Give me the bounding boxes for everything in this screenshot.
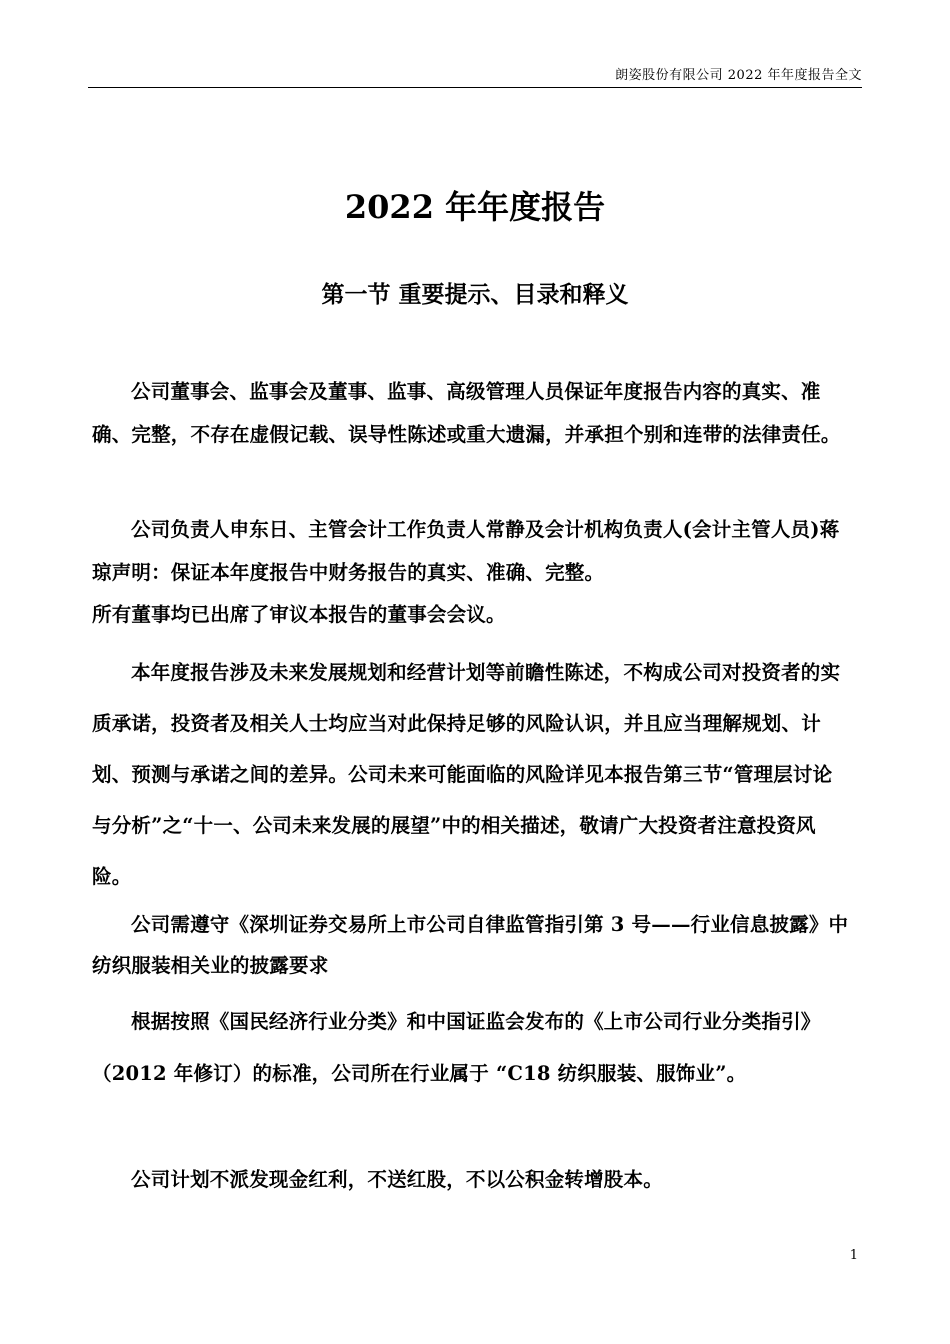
page-number: 1 [849, 1248, 858, 1263]
paragraph-dividend-plan: 公司计划不派发现金红利，不送红股，不以公积金转增股本。 [131, 1167, 663, 1191]
paragraph-forward-looking: 本年度报告涉及未来发展规划和经营计划等前瞻性陈述，不构成公司对投资者的实质承诺，投资者及相关人士均应当对此保持足够的风险认识，并且应当理解规划、计划、预测与承诺之间的差异。公司未来可能面临的风险详见本报告第三节“管理层讨论与分析”之“十一、公司未来发展的展望”中的相关描述，敬请广大投资者注意投资风险。 [92, 660, 841, 888]
paragraph-industry-classification: 根据按照《国民经济行业分类》和中国证监会发布的《上市公司行业分类指引》（2012 年修订）的标准，公司所在行业属于 “C18 纺织服装、服饰业”。 [92, 1009, 821, 1085]
section-title: 第一节 重要提示、目录和释义 [321, 281, 629, 308]
running-header: 朗姿股份有限公司 2022 年年度报告全文 [615, 68, 862, 83]
document-title: 2022 年年度报告 [344, 188, 606, 226]
paragraph-responsible-persons: 公司负责人申东日、主管会计工作负责人常静及会计机构负责人(会计主管人员)蒋琼声明：保证本年度报告中财务报告的真实、准确、完整。 [92, 517, 840, 584]
paragraph-disclosure-rules: 公司需遵守《深圳证券交易所上市公司自律监管指引第 3 号——行业信息披露》中纺织服装相关业的披露要求 [92, 912, 849, 977]
header-divider [88, 87, 862, 88]
paragraph-directors-attendance: 所有董事均已出席了审议本报告的董事会会议。 [92, 602, 506, 626]
paragraph-board-guarantee: 公司董事会、监事会及董事、监事、高级管理人员保证年度报告内容的真实、准确、完整，不存在虚假记载、误导性陈述或重大遗漏，并承担个别和连带的法律责任。 [92, 379, 841, 446]
